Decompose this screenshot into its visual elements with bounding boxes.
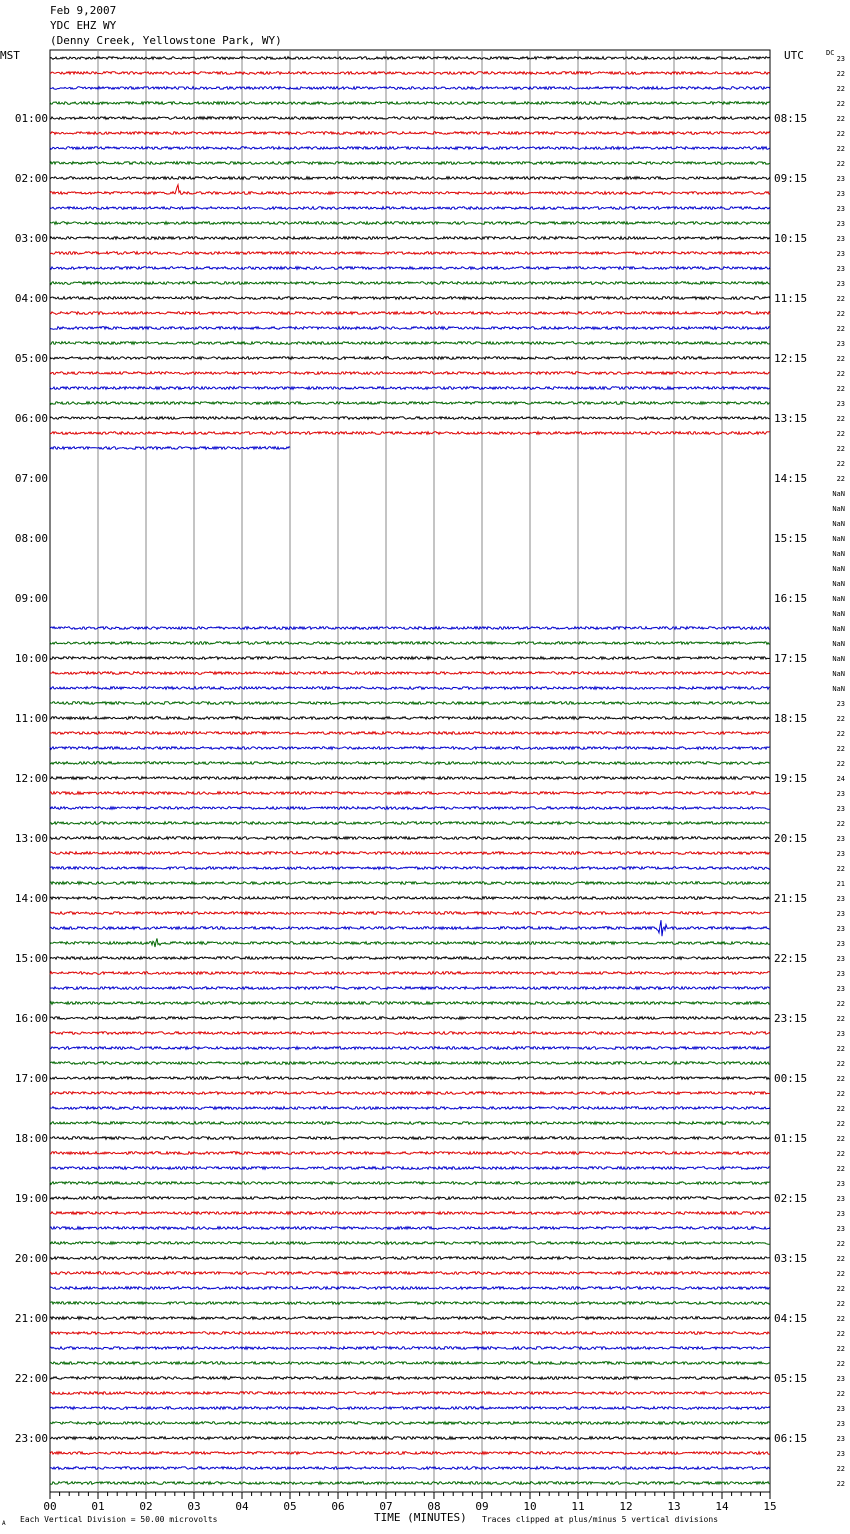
- row-value-label: 22: [836, 1465, 845, 1473]
- row-value-label: 22: [836, 760, 845, 768]
- row-value-label: 22: [836, 1060, 845, 1068]
- row-value-label: 22: [836, 70, 845, 78]
- left-hour-label: 06:00: [14, 412, 48, 425]
- row-value-label: 22: [836, 1270, 845, 1278]
- row-value-label: 22: [836, 1165, 845, 1173]
- row-value-label: 23: [836, 1405, 845, 1413]
- trace-row: [50, 185, 770, 195]
- row-value-label: 22: [836, 1135, 845, 1143]
- trace-row: [50, 920, 770, 936]
- row-value-label: 22: [836, 160, 845, 168]
- trace-row: [50, 1047, 770, 1050]
- trace-row: [50, 132, 770, 135]
- row-value-label: 22: [836, 355, 845, 363]
- row-value-label: 22: [836, 415, 845, 423]
- left-hour-label: 10:00: [14, 652, 48, 665]
- right-hour-label: 15:15: [774, 532, 808, 545]
- trace-row: [50, 822, 770, 825]
- x-tick-label: 07: [379, 1500, 393, 1513]
- row-value-label: 22: [836, 100, 845, 108]
- x-tick-label: 09: [475, 1500, 489, 1513]
- trace-row: [50, 747, 770, 750]
- right-hour-label: 11:15: [774, 292, 808, 305]
- row-value-label: 23: [836, 790, 845, 798]
- row-value-label: 23: [836, 280, 845, 288]
- row-value-label: 23: [836, 220, 845, 228]
- trace-row: [50, 372, 770, 375]
- trace-row: [50, 1197, 770, 1200]
- trace-row: [50, 912, 770, 915]
- trace-row: [50, 792, 770, 795]
- scale-note: Each Vertical Division = 50.00 microvolts: [20, 1515, 218, 1524]
- row-value-label: 22: [836, 1390, 845, 1398]
- left-hour-label: 19:00: [14, 1192, 48, 1205]
- trace-row: [50, 1422, 770, 1425]
- station-name: YDC EHZ WY: [50, 19, 117, 32]
- right-hour-label: 12:15: [774, 352, 808, 365]
- left-hour-label: 15:00: [14, 952, 48, 965]
- x-tick-label: 05: [283, 1500, 297, 1513]
- trace-row: [50, 252, 770, 255]
- left-hour-label: 05:00: [14, 352, 48, 365]
- trace-row: [50, 57, 770, 60]
- left-hour-label: 09:00: [14, 592, 48, 605]
- row-value-label: NaN: [832, 625, 845, 633]
- trace-row: [50, 237, 770, 240]
- trace-row: [50, 1347, 770, 1350]
- row-value-label: 22: [836, 385, 845, 393]
- row-value-label: 23: [836, 250, 845, 258]
- trace-row: [50, 1272, 770, 1275]
- corner-mark: A: [2, 1520, 6, 1527]
- row-value-label: 23: [836, 1225, 845, 1233]
- trace-row: [50, 732, 770, 735]
- row-value-label: 21: [836, 880, 845, 888]
- trace-row: [50, 1392, 770, 1395]
- trace-row: [50, 1152, 770, 1155]
- row-value-label: NaN: [832, 685, 845, 693]
- trace-row: [50, 867, 770, 870]
- x-tick-label: 08: [427, 1500, 441, 1513]
- left-hour-label: 11:00: [14, 712, 48, 725]
- trace-row: [50, 162, 770, 165]
- row-value-label: 22: [836, 1105, 845, 1113]
- trace-row: [50, 702, 770, 705]
- row-value-label: 23: [836, 895, 845, 903]
- row-value-label: 23: [836, 190, 845, 198]
- trace-row: [50, 297, 770, 300]
- row-value-label: 22: [836, 1000, 845, 1008]
- right-hour-label: 23:15: [774, 1012, 808, 1025]
- row-value-label: 23: [836, 55, 845, 63]
- x-tick-label: 06: [331, 1500, 345, 1513]
- trace-row: [50, 117, 770, 120]
- row-value-label: NaN: [832, 520, 845, 528]
- x-tick-label: 03: [187, 1500, 201, 1513]
- trace-row: [50, 852, 770, 855]
- trace-row: [50, 87, 770, 90]
- row-value-label: 23: [836, 1180, 845, 1188]
- x-tick-label: 13: [667, 1500, 681, 1513]
- right-hour-label: 19:15: [774, 772, 808, 785]
- left-hour-label: 16:00: [14, 1012, 48, 1025]
- row-value-label: 22: [836, 1075, 845, 1083]
- x-tick-label: 14: [715, 1500, 729, 1513]
- row-value-label: 22: [836, 1300, 845, 1308]
- row-value-label: 22: [836, 1285, 845, 1293]
- plot-date: Feb 9,2007: [50, 4, 117, 17]
- trace-row: [50, 1017, 770, 1020]
- row-value-label: 23: [836, 340, 845, 348]
- row-value-label: 23: [836, 970, 845, 978]
- x-tick-label: 10: [523, 1500, 537, 1513]
- trace-row: [50, 1167, 770, 1170]
- row-value-label: 23: [836, 1435, 845, 1443]
- trace-row: [50, 1077, 770, 1080]
- trace-row: [50, 957, 770, 960]
- right-hour-label: 17:15: [774, 652, 808, 665]
- trace-row: [50, 717, 770, 720]
- row-value-label: NaN: [832, 640, 845, 648]
- right-hour-label: 09:15: [774, 172, 808, 185]
- right-hour-label: 22:15: [774, 952, 808, 965]
- trace-row: [50, 1302, 770, 1305]
- left-hour-label: 13:00: [14, 832, 48, 845]
- trace-row: [50, 1362, 770, 1365]
- x-tick-label: 11: [571, 1500, 585, 1513]
- trace-row: [50, 657, 770, 660]
- trace-row: [50, 1317, 770, 1320]
- row-value-label: 22: [836, 295, 845, 303]
- trace-row: [50, 1212, 770, 1215]
- left-hour-label: 18:00: [14, 1132, 48, 1145]
- row-value-label: 23: [836, 1450, 845, 1458]
- x-tick-label: 01: [91, 1500, 105, 1513]
- trace-row: [50, 687, 770, 690]
- row-value-label: 24: [836, 775, 845, 783]
- x-axis-title: TIME (MINUTES): [374, 1511, 467, 1524]
- trace-row: [50, 1122, 770, 1125]
- left-hour-label: 04:00: [14, 292, 48, 305]
- row-value-label: 22: [836, 1150, 845, 1158]
- right-hour-label: 10:15: [774, 232, 808, 245]
- trace-row: [50, 1257, 770, 1260]
- trace-row: [50, 987, 770, 990]
- left-hour-label: 08:00: [14, 532, 48, 545]
- trace-row: [50, 1227, 770, 1230]
- trace-row: [50, 72, 770, 75]
- trace-row: [50, 1332, 770, 1335]
- trace-row: [50, 1467, 770, 1470]
- trace-row: [50, 387, 770, 390]
- left-hour-label: 21:00: [14, 1312, 48, 1325]
- row-value-label: 23: [836, 1030, 845, 1038]
- row-value-label: 23: [836, 985, 845, 993]
- trace-row: [50, 1407, 770, 1410]
- row-value-label: 22: [836, 730, 845, 738]
- row-value-label: 22: [836, 1345, 845, 1353]
- row-value-label: 22: [836, 310, 845, 318]
- row-value-label: 22: [836, 460, 845, 468]
- trace-row: [50, 1377, 770, 1380]
- trace-row: [50, 1032, 770, 1035]
- row-value-label: 22: [836, 475, 845, 483]
- trace-row: [50, 432, 770, 435]
- row-value-label: NaN: [832, 565, 845, 573]
- row-value-label: NaN: [832, 610, 845, 618]
- row-value-label: NaN: [832, 580, 845, 588]
- row-value-label: 22: [836, 1090, 845, 1098]
- row-value-label: 22: [836, 745, 845, 753]
- trace-row: [50, 147, 770, 150]
- trace-row: [50, 102, 770, 105]
- trace-row: [50, 1437, 770, 1440]
- right-hour-label: 01:15: [774, 1132, 808, 1145]
- left-hour-label: 03:00: [14, 232, 48, 245]
- right-hour-label: 03:15: [774, 1252, 808, 1265]
- trace-row: [50, 207, 770, 210]
- trace-row: [50, 882, 770, 885]
- row-value-label: 23: [836, 835, 845, 843]
- row-value-label: NaN: [832, 550, 845, 558]
- row-value-label: 22: [836, 1330, 845, 1338]
- station-location: (Denny Creek, Yellowstone Park, WY): [50, 34, 282, 47]
- trace-row: [50, 342, 770, 345]
- trace-row: [50, 777, 770, 780]
- trace-row: [50, 267, 770, 270]
- right-hour-label: 21:15: [774, 892, 808, 905]
- row-value-label: 23: [836, 400, 845, 408]
- row-value-label: NaN: [832, 670, 845, 678]
- row-value-label: 23: [836, 910, 845, 918]
- row-value-label: 22: [836, 1015, 845, 1023]
- trace-row: [50, 1092, 770, 1095]
- trace-row: [50, 417, 770, 420]
- trace-row: [50, 1107, 770, 1110]
- trace-row: [50, 1452, 770, 1455]
- trace-row: [50, 312, 770, 315]
- row-value-label: NaN: [832, 505, 845, 513]
- right-hour-label: 00:15: [774, 1072, 808, 1085]
- row-value-label: 23: [836, 1420, 845, 1428]
- trace-row: [50, 1002, 770, 1005]
- right-hour-label: 14:15: [774, 472, 808, 485]
- row-value-label: 22: [836, 430, 845, 438]
- row-value-label: 22: [836, 865, 845, 873]
- trace-row: [50, 837, 770, 840]
- row-value-label: 22: [836, 1480, 845, 1488]
- left-hour-label: 22:00: [14, 1372, 48, 1385]
- trace-row: [50, 1182, 770, 1185]
- row-value-label: 22: [836, 130, 845, 138]
- row-value-label: 23: [836, 925, 845, 933]
- left-hour-label: 12:00: [14, 772, 48, 785]
- row-value-label: 22: [836, 1120, 845, 1128]
- trace-row: [50, 327, 770, 330]
- trace-row: [50, 222, 770, 225]
- row-value-label: 22: [836, 85, 845, 93]
- trace-row: [50, 627, 770, 630]
- left-hour-label: 02:00: [14, 172, 48, 185]
- row-value-label: 23: [836, 940, 845, 948]
- left-hour-label: 14:00: [14, 892, 48, 905]
- row-value-label: 23: [836, 700, 845, 708]
- right-hour-label: 05:15: [774, 1372, 808, 1385]
- row-value-label: 23: [836, 205, 845, 213]
- trace-row: [50, 672, 770, 675]
- right-axis-label-utc: UTC: [784, 49, 804, 62]
- left-hour-label: 17:00: [14, 1072, 48, 1085]
- row-value-label: NaN: [832, 655, 845, 663]
- row-value-label: 22: [836, 145, 845, 153]
- left-axis-label-mst: MST: [0, 49, 20, 62]
- x-tick-label: 00: [43, 1500, 57, 1513]
- trace-row: [50, 972, 770, 975]
- right-hour-label: 16:15: [774, 592, 808, 605]
- row-value-label: 22: [836, 115, 845, 123]
- left-hour-label: 23:00: [14, 1432, 48, 1445]
- left-hour-label: 01:00: [14, 112, 48, 125]
- row-value-label: 22: [836, 1045, 845, 1053]
- row-value-label: NaN: [832, 490, 845, 498]
- trace-row: [50, 762, 770, 765]
- row-value-label: 22: [836, 445, 845, 453]
- row-value-label: 23: [836, 175, 845, 183]
- right-hour-label: 04:15: [774, 1312, 808, 1325]
- left-hour-label: 07:00: [14, 472, 48, 485]
- trace-row: [50, 1482, 770, 1485]
- row-value-label: 22: [836, 325, 845, 333]
- left-hour-label: 20:00: [14, 1252, 48, 1265]
- x-tick-label: 04: [235, 1500, 249, 1513]
- trace-row: [50, 357, 770, 360]
- row-value-label: 23: [836, 1375, 845, 1383]
- row-value-label: 22: [836, 370, 845, 378]
- right-hour-label: 06:15: [774, 1432, 808, 1445]
- row-value-label: 23: [836, 850, 845, 858]
- trace-row: [50, 642, 770, 645]
- row-value-label: 22: [836, 1360, 845, 1368]
- row-value-label: 22: [836, 820, 845, 828]
- trace-row: [50, 177, 770, 180]
- trace-row: [50, 447, 290, 450]
- row-value-label: 23: [836, 235, 845, 243]
- right-hour-label: 13:15: [774, 412, 808, 425]
- x-tick-label: 15: [763, 1500, 777, 1513]
- row-value-label: NaN: [832, 535, 845, 543]
- row-value-label: 22: [836, 1255, 845, 1263]
- trace-row: [50, 1137, 770, 1140]
- dc-label: DC: [826, 49, 835, 57]
- right-hour-label: 08:15: [774, 112, 808, 125]
- row-value-label: 22: [836, 1240, 845, 1248]
- trace-row: [50, 897, 770, 900]
- right-hour-label: 20:15: [774, 832, 808, 845]
- trace-row: [50, 282, 770, 285]
- row-value-label: 23: [836, 1195, 845, 1203]
- right-hour-label: 02:15: [774, 1192, 808, 1205]
- trace-row: [50, 1062, 770, 1065]
- row-value-label: 22: [836, 715, 845, 723]
- row-value-label: 23: [836, 1210, 845, 1218]
- row-value-label: NaN: [832, 595, 845, 603]
- trace-row: [50, 938, 770, 947]
- row-value-label: 23: [836, 805, 845, 813]
- row-value-label: 23: [836, 955, 845, 963]
- trace-row: [50, 1287, 770, 1290]
- x-tick-label: 12: [619, 1500, 633, 1513]
- trace-row: [50, 1242, 770, 1245]
- trace-row: [50, 402, 770, 405]
- clip-note: Traces clipped at plus/minus 5 vertical divisions: [482, 1515, 719, 1524]
- trace-row: [50, 807, 770, 810]
- x-tick-label: 02: [139, 1500, 153, 1513]
- right-hour-label: 18:15: [774, 712, 808, 725]
- row-value-label: 23: [836, 265, 845, 273]
- row-value-label: 22: [836, 1315, 845, 1323]
